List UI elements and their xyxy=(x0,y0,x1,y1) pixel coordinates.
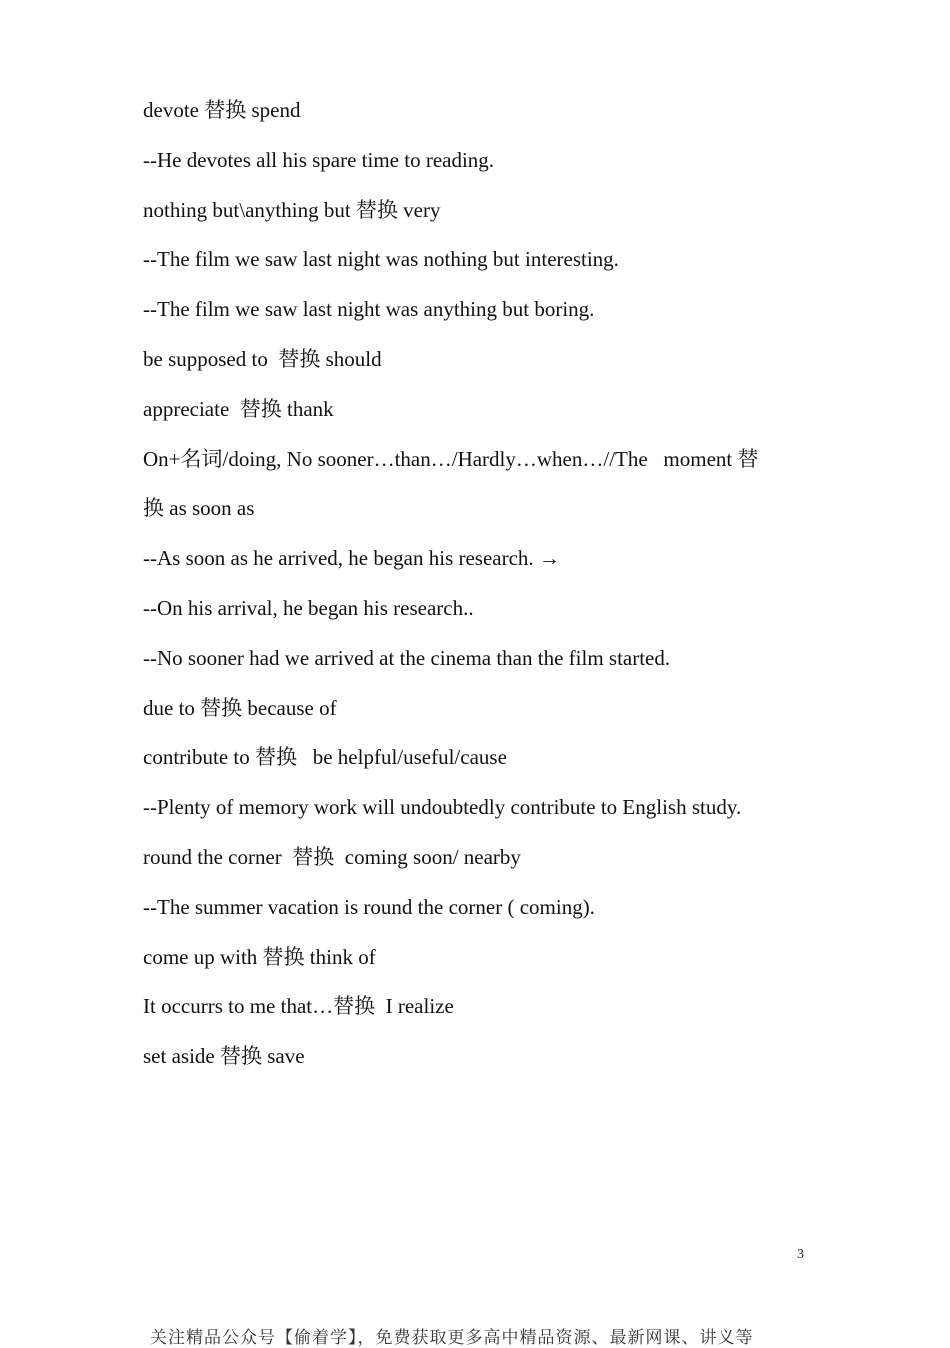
text-line: --The film we saw last night was nothing but interesting. xyxy=(143,247,619,272)
text-line: --Plenty of memory work will undoubtedly contribute to English study. xyxy=(143,795,742,820)
text-line: --As soon as he arrived, he began his research. → xyxy=(143,546,560,571)
text-line: 换 as soon as xyxy=(143,496,255,521)
text-line: On+名词/doing, No sooner…than…/Hardly…when…//The moment 替 xyxy=(143,446,759,471)
text-line: due to 替换 because of xyxy=(143,695,337,720)
text-line: set aside 替换 save xyxy=(143,1044,305,1069)
document-body xyxy=(143,86,823,1082)
text-line: devote 替换 spend xyxy=(143,98,301,122)
text-line: --No sooner had we arrived at the cinema than the film started. xyxy=(143,645,671,670)
text-line: round the corner 替换 coming soon/ nearby xyxy=(143,844,521,869)
text-line: --He devotes all his spare time to reading. xyxy=(143,147,495,172)
text-line: appreciate 替换 thank xyxy=(143,396,334,421)
text-line: --On his arrival, he began his research.. xyxy=(143,595,474,620)
footer-text: 关注精品公众号【偷着学】，免费获取更多高中精品资源、最新网课、讲义等 xyxy=(150,1328,754,1348)
text-line: nothing but\anything but 替换 very xyxy=(143,197,441,222)
text-line: contribute to 替换 be helpful/useful/cause xyxy=(143,745,507,770)
page-number: 3 xyxy=(797,1247,804,1262)
text-line: come up with 替换 think of xyxy=(143,944,376,969)
text-line: --The summer vacation is round the corner ( coming). xyxy=(143,894,595,919)
text-line: be supposed to 替换 should xyxy=(143,346,382,371)
text-line: It occurrs to me that…替换 I realize xyxy=(143,994,454,1019)
text-line: --The film we saw last night was anything but boring. xyxy=(143,297,595,322)
